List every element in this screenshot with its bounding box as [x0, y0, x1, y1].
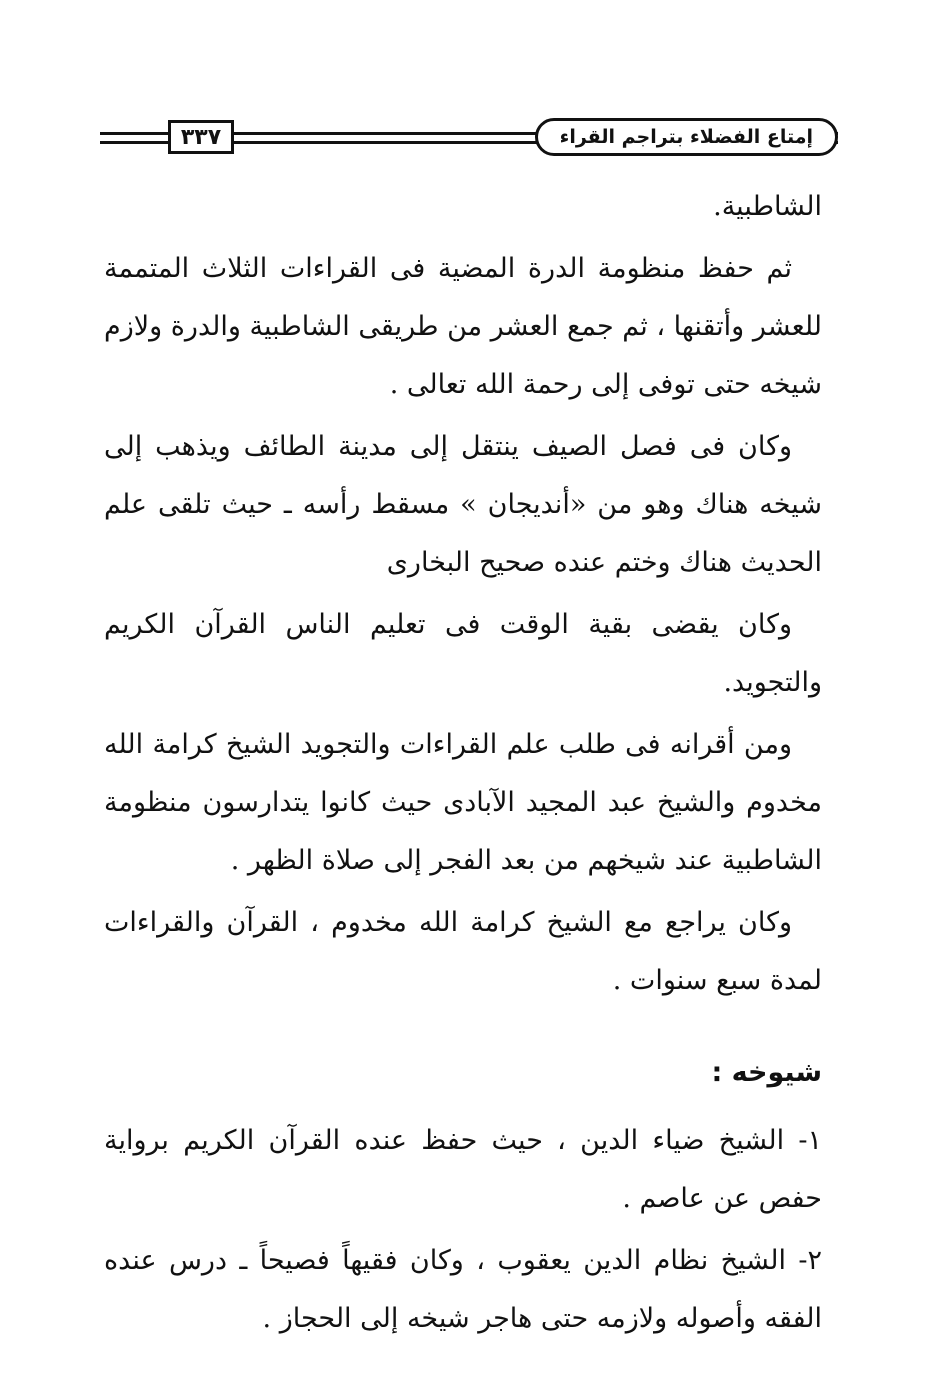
paragraph: وكان يراجع مع الشيخ كرامة الله مخدوم ، القرآن والقراءات لمدة سبع سنوات .: [104, 907, 822, 996]
paragraph: وكان فى فصل الصيف ينتقل إلى مدينة الطائف ويذهب إلى شيخه هناك وهو من «أنديجان » مسقط رأسه ـ حيث تلقى علم الحديث هناك وختم عنده صحيح البخارى: [104, 431, 822, 578]
book-title: إمتاع الفضلاء بتراجم القراء: [535, 118, 838, 156]
teacher-list-item: ٢- الشيخ نظام الدين يعقوب ، وكان فقيهاً فصيحاً ـ درس عنده الفقه وأصوله ولازمه حتى هاجر شيخه إلى الحجاز .: [104, 1245, 822, 1334]
paragraph: وكان يقضى بقية الوقت فى تعليم الناس القرآن الكريم والتجويد.: [104, 609, 822, 698]
paragraph: ثم حفظ منظومة الدرة المضية فى القراءات الثلاث المتممة للعشر وأتقنها ، ثم جمع العشر من طريقى الشاطبية والدرة ولازم شيخه حتى توفى إلى رحمة الله تعالى .: [104, 253, 822, 400]
page-header: [100, 118, 838, 162]
page-number: ٣٣٧: [168, 120, 234, 154]
paragraph: الشاطبية.: [713, 191, 822, 222]
section-heading: شيوخه :: [711, 1057, 822, 1088]
teacher-list-item: ١- الشيخ ضياء الدين ، حيث حفظ عنده القرآن الكريم برواية حفص عن عاصم .: [104, 1125, 822, 1214]
paragraph: ومن أقرانه فى طلب علم القراءات والتجويد الشيخ كرامة الله مخدوم والشيخ عبد المجيد الآبادى حيث كانوا يتدارسون منظومة الشاطبية عند شيخهم من بعد الفجر إلى صلاة الظهر .: [104, 729, 822, 876]
page-body: [104, 178, 822, 1352]
